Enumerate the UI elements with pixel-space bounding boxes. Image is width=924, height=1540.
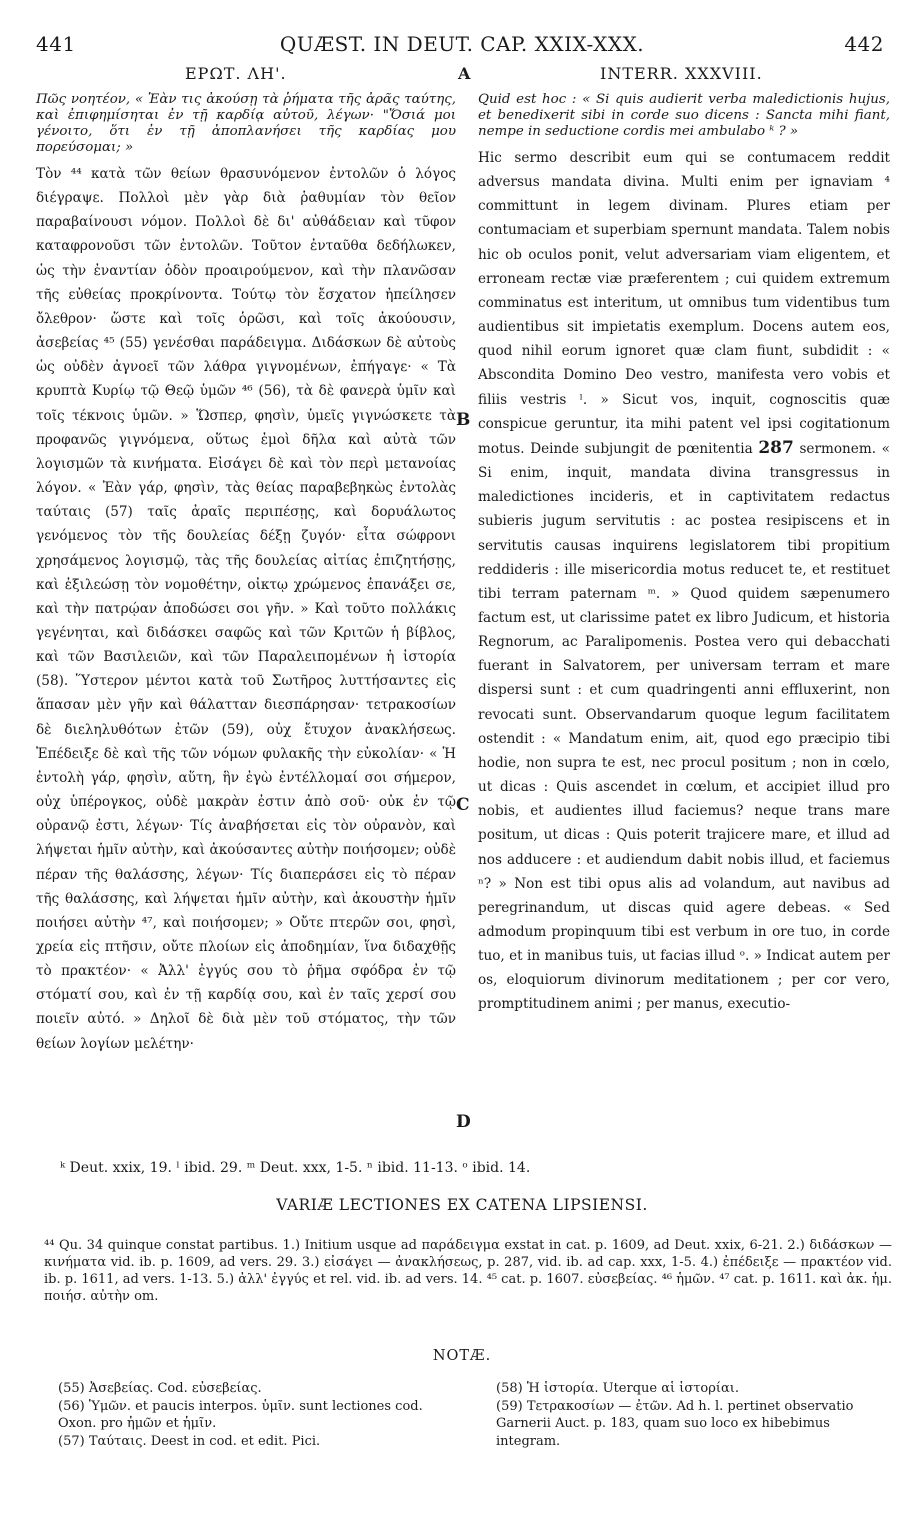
latin-body-part1: Hic sermo describit eum qui se contumacem reddit adversus mandata divina. Multi enim per ignaviam ⁴ committunt in legem divinam. Plures etiam per contumaciam et superbiam spernunt mandata. Talem nobis hic ob oculos ponit, velut adversariam viam eligentem, et erroneam rectæ viæ præferentem ; cui quidem extremum comminatus est interitum, ut omnibus tum videntibus tum audientibus sit impietatis exemplum. Docens autem eos, quod nihil eorum ignoret quæ clam fiunt, subdidit : « Abscondita Domino Deo vestro, manifesta vero vobis et filiis vestris ˡ. » Sicut vos, inquit, cognoscitis quæ conspicue geruntur, ita mihi patent vel ipsi cogitationum motus. Deinde subjungit de pœnitentia — [478, 150, 890, 457]
notae-left-column — [58, 1380, 448, 1450]
greek-body: Τὸν ⁴⁴ κατὰ τῶν θείων θρασυνόμενον ἐντολῶν ὁ λόγος διέγραψε. Πολλοὶ μὲν γὰρ διὰ ῥαθυμίαν τὸν θεῖον παραβαίνουσι νόμον. Πολλοὶ δὲ δι' αὐθάδειαν καὶ τῦφον καταφρονοῦσι τῶν ἐντολῶν. Τοῦτον ἐνταῦθα δεδήλωκεν, ὡς τὴν ἐναντίαν ὁδὸν προαιρούμενον, καὶ τὴν πλανῶσαν τῆς εὐθείας προκρίνοντα. Τούτῳ τὸν ἔσχατον ἠπείλησεν ὄλεθρον· ὥστε καὶ τοῖς ὁρῶσι, καὶ τοῖς ἀκούουσιν, ἀσεβείας ⁴⁵ (55) γενέσθαι παράδειγμα. Διδάσκων δὲ αὐτοὺς ὡς οὐδὲν ἀγνοεῖ τῶν λάθρα γιγνομένων, ἐπήγαγε· « Τὰ κρυπτὰ Κυρίῳ τῷ Θεῷ ὑμῶν ⁴⁶ (56), τὰ δὲ φανερὰ ὑμῖν καὶ τοῖς τέκνοις ὑμῶν. » Ὥσπερ, φησὶν, ὑμεῖς γιγνώσκετε τὰ προφανῶς γιγνόμενα, οὕτως ἐμοὶ δῆλα καὶ αὐτὰ τῶν λογισμῶν τὰ κινήματα. Εἰσάγει δὲ καὶ τὸν περὶ μετανοίας λόγον. « Ἐὰν γάρ, φησὶν, τὰς θείας παραβεβηκὼς ἐντολὰς ταύταις (57) ταῖς ἀραῖς περιπέσῃς, καὶ δορυάλωτος γενόμενος τὸν τῆς δουλείας δέξῃ ζυγόν· εἶτα σώφρονι χρησάμενος λογισμῷ, τὰς τῆς δουλείας αἰτίας ἐπιζητήσῃς, καὶ ἐξιλεώσῃ τὸν νομοθέτην, οἰκτῳ χρώμενος ἐπανάξει σε, καὶ τὴν πατρῴαν ἀποδώσει σοι γῆν. » Καὶ τοῦτο πολλάκις γεγένηται, καὶ διδάσκει σαφῶς καὶ τῶν Κριτῶν ἡ βίβλος, καὶ τῶν Βασιλειῶν, καὶ τῶν Παραλειπομένων ἡ ἱστορία (58). Ὕστερον μέντοι κατὰ τοῦ Σωτῆρος λυττήσαντες εἰς ἅπασαν μὲν γῆν καὶ θάλατταν διεσπάρησαν· τετρακοσίων δὲ διεληλυθότων ἐτῶν (59), οὐχ ἔτυχον ἀνακλήσεως. Ἐπέδειξε δὲ καὶ τῆς τῶν νόμων φυλακῆς τὴν εὐκολίαν· « Ἡ ἐντολὴ γάρ, φησὶν, αὕτη, ἣν ἐγὼ ἐντέλλομαί σοι σήμερον, οὐχ ὑπέρογκος, οὐδὲ μακρὰν ἐστιν ἀπὸ σοῦ· οὐκ ἐν τῷ οὐρανῷ ἐστι, λέγων· Τίς ἀναβήσεται εἰς τὸν οὐρανὸν, καὶ λήψεται ἡμῖν αὐτὴν, καὶ ἀκούσαντες αὐτὴν ποιήσομεν; οὐδὲ πέραν τῆς θαλάσσης, λέγων· Τίς διαπεράσει εἰς τὸ πέραν τῆς θαλάσσης, καὶ λήψεται ἡμῖν αὐτὴν, καὶ ἀκουστὴν ἡμῖν ποιήσει αὐτὴν ⁴⁷, καὶ ποιήσομεν; » Οὔτε πτερῶν σοι, φησὶ, χρεία εἰς πτῆσιν, οὔτε πλοίων εἰς ἀποδημίαν, ἵνα διδαχθῇς τὸ πρακτέον· « Ἀλλ' ἐγγύς σου τὸ ῥῆμα σφόδρα ἐν τῷ στόματί σου, καὶ ἐν τῇ καρδίᾳ σου, καὶ ἐν ταῖς χερσί σου ποιεῖν αὐτό. » Δηλοῖ δὲ διὰ μὲν τοῦ στόματος, τὴν τῶν θείων λογίων μελέτην· — [36, 166, 456, 1052]
variae-lectiones-paragraph: ⁴⁴ Qu. 34 quinque constat partibus. 1.) Initium usque ad παράδειγμα exstat in cat. p. 1609, ad Deut. xxix, 6-21. 2.) διδάσκων — κινήματα vid. ib. p. 1609, ad vers. 29. 3.) εἰσάγει — ἀνακλήσεως, p. 287, vid. ib. ad cap. xxx, 1-5. 4.) ἐπέδειξε — πρακτέον vid. ib. p. 1611, ad vers. 1-13. 5.) ἀλλ' ἐγγύς et rel. vid. ib. ad vers. 14. ⁴⁵ cat. p. 1607. εὐσεβείας. ⁴⁶ ἡμῶν. ⁴⁷ cat. p. 1611. καὶ ἀκ. ἡμ. ποιήσ. αὐτὴν om. — [44, 1238, 892, 1304]
latin-body — [478, 146, 890, 1017]
margin-letter-c: C — [456, 795, 470, 815]
greek-column — [36, 92, 456, 1056]
scripture-references: ᵏ Deut. xxix, 19. ˡ ibid. 29. ᵐ Deut. xxx, 1-5. ⁿ ibid. 11-13. ᵒ ibid. 14. — [60, 1160, 531, 1176]
variae-lectiones-text — [44, 1237, 892, 1305]
running-title: QUÆST. IN DEUT. CAP. XXIX-XXX. — [279, 32, 645, 56]
note-56: (56) Ὑμῶν. et paucis interpos. ὑμῖν. sunt lectiones cod. Oxon. pro ἡμῶν et ἡμῖν. — [58, 1398, 423, 1431]
note-55: (55) Ἀσεβείας. Cod. εὐσεβείας. — [58, 1381, 262, 1396]
latin-interrogatio-heading: INTERR. XXXVIII. — [600, 64, 763, 83]
margin-letter-a: A — [458, 64, 472, 83]
note-59: (59) Τετρακοσίων — ἐτῶν. Ad h. l. pertinet observatio Garnerii Auct. p. 183, quam suo loco ex hibebimus integram. — [496, 1398, 854, 1449]
page-number-left: 441 — [36, 32, 76, 56]
latin-body-part2: sermonem. « Si enim, inquit, mandata divina transgressus in maledictiones incideris, et in captivitatem redactus subieris jugum servitutis : ac postea resipiscens et in servitutis causas inquirens legislatorem tibi propitium reddideris : ille misericordia motus reducet te, et restituet tibi terram paternam ᵐ. » Quod quidem sæpenumero factum est, ut clarissime patet ex libro Judicum, et historia Regnorum, ac Paralipomenis. Postea vero qui debacchati fuerant in Salvatorem, per universam terram et mare dispersi sunt : et cum quadringenti anni effluxerint, non revocati sunt. Observandarum quoque legum facilitatem ostendit : « Mandatum enim, ait, quod ego præcipio tibi hodie, non supra te est, nec procul positum ; non in cœlo, ut dicas : Quis ascendet in cœlum, et accipiet illud pro nobis, et audientes illud faciemus? neque trans mare positum, ut dicas : Quis poterit trajicere mare, et illud ad nos adducere : et audiendum dabit nobis illud, et faciemus ⁿ? » Non est tibi opus alis ad volandum, aut navibus ad peregrinandum, ut discas quid agere debeas. « Sed admodum propinquum tibi est verbum in ore tuo, in corde tuo, et in manibus tuis, ut facias illud ᵒ. » Indicat autem per os, eloquiorum divinorum meditationem ; per cor vero, promptitudinem animi ; per manus, executio- — [478, 440, 890, 1013]
note-57: (57) Ταύταις. Deest in cod. et edit. Pici. — [58, 1433, 321, 1449]
latin-question: Quid est hoc : « Si quis audierit verba maledictionis hujus, et benedixerit sibi in corde suo dicens : Sancta mihi fiant, nempe in seductione cordis mei ambulabo ᵏ ? » — [478, 92, 890, 139]
page-number-right: 442 — [844, 32, 884, 56]
notae-heading: NOTÆ. — [432, 1348, 492, 1364]
greek-interrogatio-heading: ΕΡΩΤ. ΛΗ'. — [185, 64, 287, 83]
notae-right-column — [496, 1380, 886, 1450]
latin-column — [478, 92, 890, 1017]
margin-letter-b: B — [456, 410, 471, 430]
variae-lectiones-heading: VARIÆ LECTIONES EX CATENA LIPSIENSI. — [276, 1196, 648, 1214]
note-58: (58) Ἡ ἱστορία. Uterque αἱ ἱστορίαι. — [496, 1381, 739, 1396]
page-mark: 287 — [758, 437, 794, 458]
greek-question: Πῶς νοητέον, « Ἐὰν τις ἀκούσῃ τὰ ῥήματα τῆς ἀρᾶς ταύτης, καὶ ἐπιφημίσηται ἐν τῇ καρδίᾳ αὐτοῦ, λέγων· "Ὅσιά μοι γένοιτο, ὅτι ἐν τῇ ἀποπλανήσει τῆς καρδίας μου πορεύσομαι; » — [36, 92, 456, 155]
margin-letter-d: D — [456, 1112, 471, 1132]
